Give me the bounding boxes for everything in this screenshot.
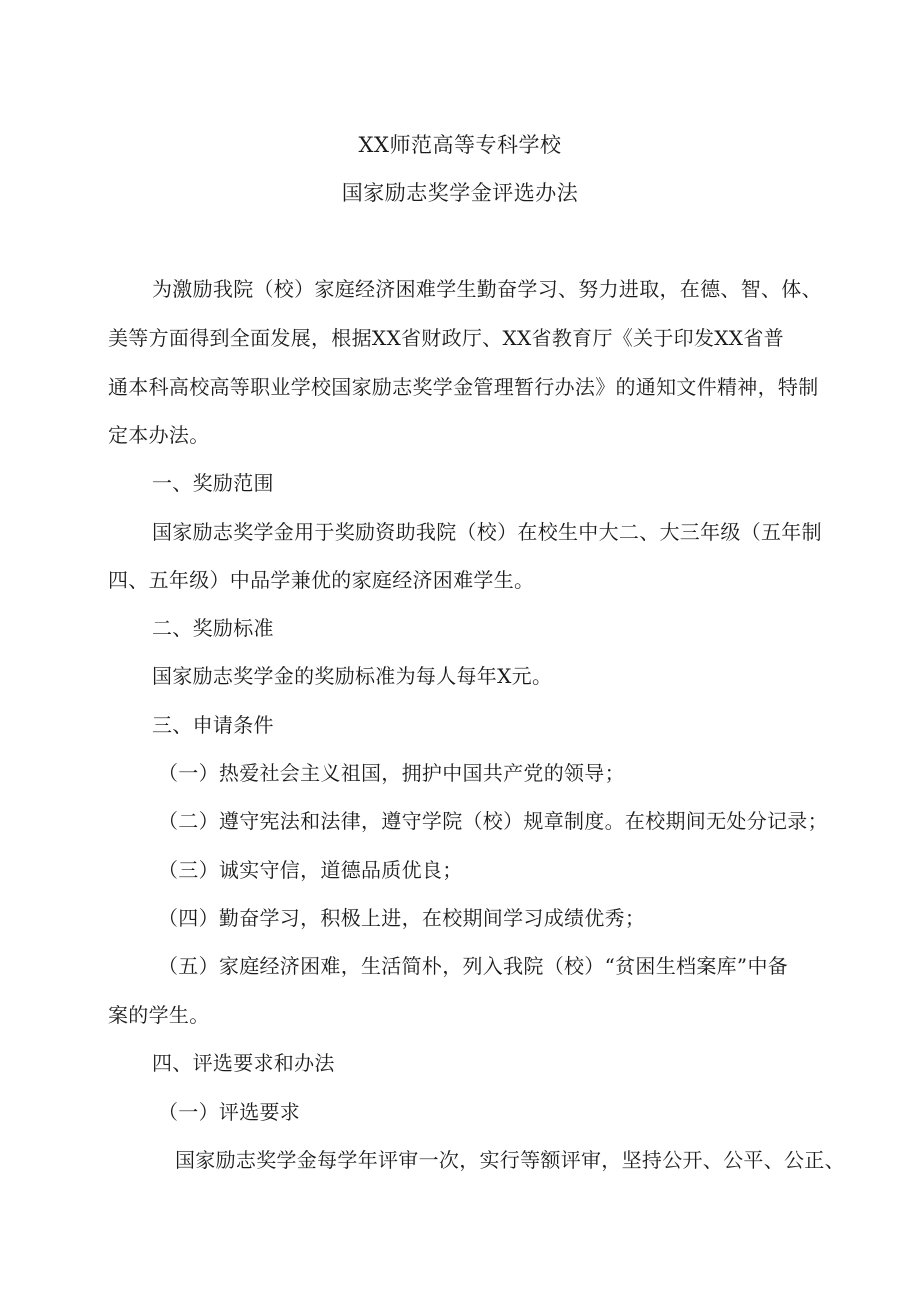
sub-heading-requirements: （一）评选要求 [158,1100,301,1124]
section-body-line: 国家励志奖学金用于奖励资助我院（校）在校生中大二、大三年级（五年制 [152,520,822,544]
section-heading-scope: 一、奖励范围 [152,471,274,495]
condition-item: （一）热爱社会主义祖国，拥护中国共产党的领导； [158,761,625,785]
condition-item: （二）遵守宪法和法律，遵守学院（校）规章制度。在校期间无处分记录； [158,809,828,833]
intro-paragraph-line: 为激励我院（校）家庭经济困难学生勤奋学习、努力进取，在德、智、体、 [152,277,822,301]
document-title-line2: 国家励志奖学金评选办法 [341,181,579,205]
intro-paragraph-line: 通本科高校高等职业学校国家励志奖学金管理暂行办法》的通知文件精神，特制 [108,375,819,399]
section-heading-selection: 四、评选要求和办法 [152,1051,335,1075]
section-body-line: 国家励志奖学金的奖励标准为每人每年X元。 [152,664,553,688]
section-heading-conditions: 三、申请条件 [152,713,274,737]
intro-paragraph-line: 美等方面得到全面发展，根据XX省财政厅、XX省教育厅《关于印发XX省普 [108,326,784,350]
condition-item: （五）家庭经济困难，生活简朴，列入我院（校）“贫困生档案库”中备 [158,954,789,978]
condition-item: （四）勤奋学习，积极上进，在校期间学习成绩优秀； [158,906,646,930]
condition-item-continuation: 案的学生。 [108,1003,210,1027]
section-body-line: 四、五年级）中品学兼优的家庭经济困难学生。 [108,568,535,592]
section-body-line: 国家励志奖学金每学年评审一次，实行等额评审，坚持公开、公平、公正、 [175,1148,845,1172]
condition-item: （三）诚实守信，道德品质优良； [158,858,463,882]
section-heading-standard: 二、奖励标准 [152,616,274,640]
document-title-line1: XX师范高等专科学校 [358,133,562,157]
intro-paragraph-line: 定本办法。 [108,423,210,447]
